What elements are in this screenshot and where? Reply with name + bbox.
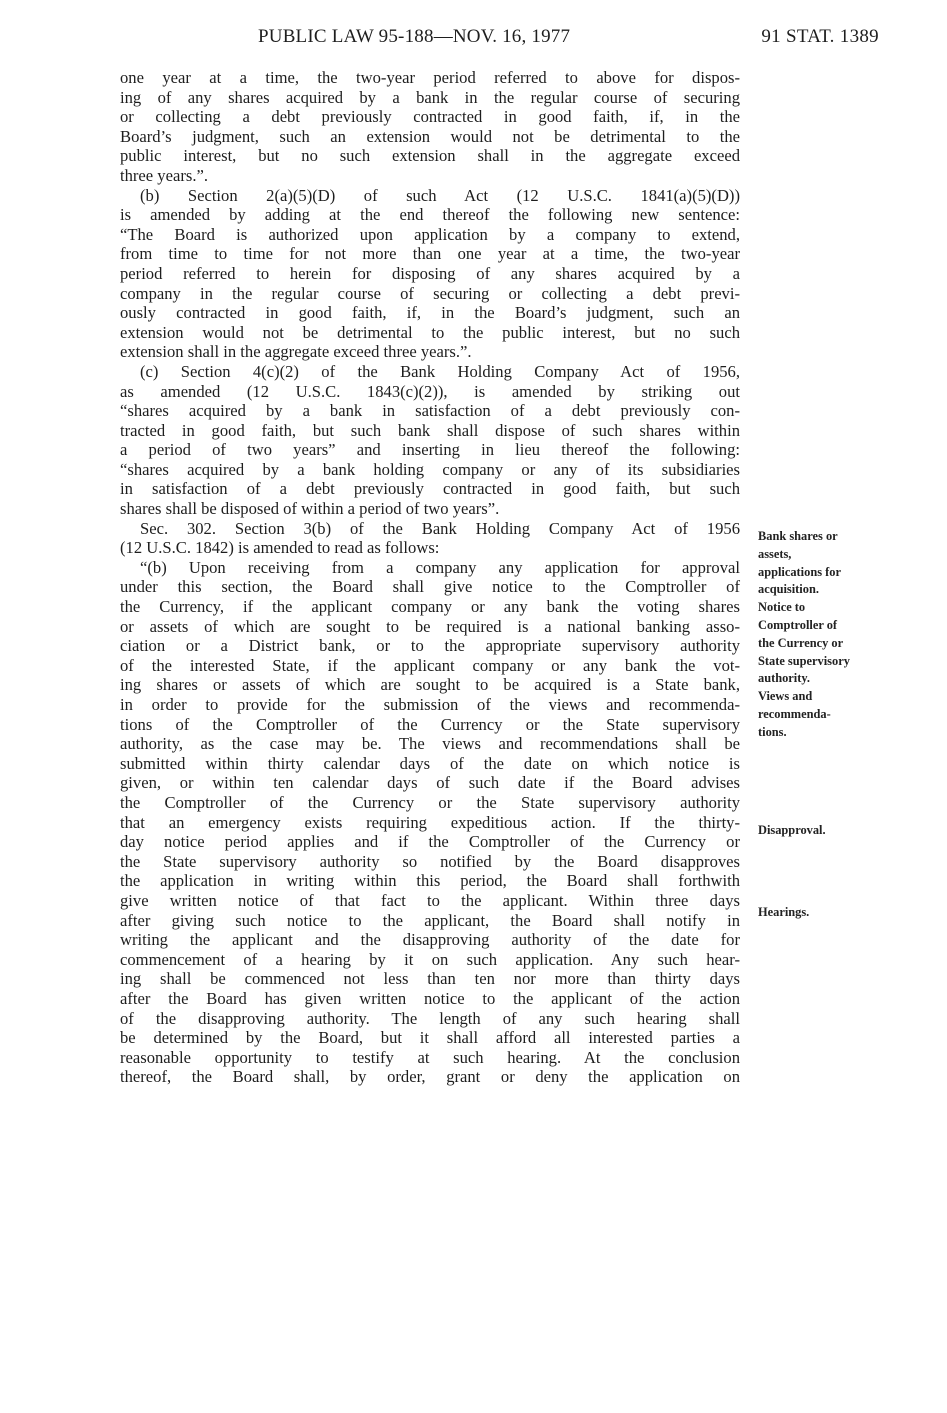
text-line: “shares acquired by a bank holding company or any of its subsidiaries bbox=[120, 459, 740, 479]
text-line: after giving such notice to the applicant, the Board shall notify in bbox=[120, 910, 740, 930]
text-line: ing shares or assets of which are sought to be acquired is a State bank, bbox=[120, 675, 740, 695]
text-line: Board’s judgment, such an extension would not be detrimental to the bbox=[120, 126, 740, 146]
subsection-b-start: “(b) Upon receiving from a company any application for approval bbox=[140, 557, 740, 577]
text-line: extension shall in the aggregate exceed three years.”. bbox=[120, 342, 472, 362]
paragraph-c-start: (c) Section 4(c)(2) of the Bank Holding Company Act of 1956, bbox=[140, 361, 740, 381]
paragraph-b-start: (b) Section 2(a)(5)(D) of such Act (12 U.S.C. 1841(a)(5)(D)) bbox=[140, 185, 740, 205]
page-header bbox=[0, 26, 947, 56]
text-line: the Comptroller of the Currency or the State supervisory authority bbox=[120, 792, 740, 812]
text-line: in order to provide for the submission of the views and recommenda- bbox=[120, 695, 740, 714]
text-line: of the disapproving authority. The length of any such hearing shall bbox=[120, 1008, 740, 1028]
text-line: that an emergency exists requiring expeditious action. If the thirty- bbox=[120, 812, 740, 832]
text-line: the State supervisory authority so notified by the Board disapproves bbox=[120, 851, 740, 871]
margin-note-line: Comptroller of bbox=[758, 617, 838, 632]
text-line: of the interested State, if the applicant company or any bank the vot- bbox=[120, 655, 740, 675]
page-title: PUBLIC LAW 95-188—NOV. 16, 1977 bbox=[258, 26, 571, 47]
text-line: or assets of which are sought to be required is a national banking asso- bbox=[120, 616, 740, 636]
margin-note-disapproval bbox=[758, 822, 888, 840]
text-line: period referred to herein for disposing of any shares acquired by a bbox=[120, 263, 740, 283]
text-line: under this section, the Board shall give notice to the Comptroller of bbox=[120, 577, 740, 597]
margin-note-line: recommenda- bbox=[758, 706, 831, 721]
text-line: ously contracted in good faith, if, in the Board’s judgment, such an bbox=[120, 303, 740, 323]
text-line: three years.”. bbox=[120, 165, 208, 185]
margin-note-line: the Currency or bbox=[758, 635, 844, 650]
text-line: ciation or a District bank, or to the appropriate supervisory authority bbox=[120, 636, 740, 656]
text-line: writing the applicant and the disapproving authority of the date for bbox=[120, 930, 740, 950]
text-line: commencement of a hearing by it on such application. Any such hear- bbox=[120, 949, 740, 969]
text-line: one year at a time, the two-year period referred to above for dispos- bbox=[120, 68, 740, 87]
text-line: authority, as the case may be. The views and recommendations shall be bbox=[120, 734, 740, 754]
margin-note-line: applications for bbox=[758, 564, 841, 579]
text-line: “shares acquired by a bank in satisfaction of a debt previously con- bbox=[120, 401, 740, 421]
text-line: public interest, but no such extension shall in the aggregate exceed bbox=[120, 146, 740, 166]
margin-note-line: State supervisory bbox=[758, 653, 850, 668]
text-line: the Currency, if the applicant company or any bank the voting shares bbox=[120, 597, 740, 617]
margin-note-line: Views and bbox=[758, 689, 813, 704]
margin-note-bank-shares bbox=[758, 528, 888, 742]
body-text bbox=[120, 68, 740, 1087]
text-line: reasonable opportunity to testify at such hearing. At the conclusion bbox=[120, 1047, 740, 1067]
text-line: be determined by the Board, but it shall afford all interested parties a bbox=[120, 1028, 740, 1048]
statute-page-number: 91 STAT. 1389 bbox=[761, 26, 879, 47]
text-line: (12 U.S.C. 1842) is amended to read as follows: bbox=[120, 538, 440, 558]
text-line: shares shall be disposed of within a period of two years”. bbox=[120, 499, 500, 519]
text-line: given, or within ten calendar days of such date if the Board advises bbox=[120, 773, 740, 793]
section-302-start: Sec. 302. Section 3(b) of the Bank Holding Company Act of 1956 bbox=[140, 518, 740, 538]
text-line: thereof, the Board shall, by order, grant or deny the application on bbox=[120, 1067, 740, 1087]
text-line: extension would not be detrimental to the public interest, but no such bbox=[120, 322, 740, 342]
text-line: tions of the Comptroller of the Currency or the State supervisory bbox=[120, 714, 740, 734]
margin-note-hearings bbox=[758, 904, 888, 922]
text-line: or collecting a debt previously contracted in good faith, if, in the bbox=[120, 107, 740, 127]
text-line: from time to time for not more than one year at a time, the two-year bbox=[120, 244, 740, 264]
text-line: the application in writing within this period, the Board shall forthwith bbox=[120, 871, 740, 891]
margin-note-line: Notice to bbox=[758, 600, 806, 615]
margin-note-line: Hearings. bbox=[758, 905, 810, 919]
margin-note-line: authority. bbox=[758, 671, 810, 686]
margin-note-line: acquisition. bbox=[758, 582, 819, 597]
text-line: “The Board is authorized upon application by a company to extend, bbox=[120, 224, 740, 244]
text-line: give written notice of that fact to the applicant. Within three days bbox=[120, 890, 740, 910]
text-line: day notice period applies and if the Comptroller of the Currency or bbox=[120, 832, 740, 852]
text-line: is amended by adding at the end thereof the following new sentence: bbox=[120, 205, 740, 225]
text-line: submitted within thirty calendar days of the date on which notice is bbox=[120, 753, 740, 773]
margin-note-line: assets, bbox=[758, 546, 792, 561]
text-line: a period of two years” and inserting in lieu thereof the following: bbox=[120, 440, 740, 460]
margin-note-line: Bank shares or bbox=[758, 529, 838, 543]
text-line: tracted in good faith, but such bank shall dispose of such shares within bbox=[120, 420, 740, 440]
margin-note-line: Disapproval. bbox=[758, 823, 826, 837]
text-line: ing shall be commenced not less than ten nor more than thirty days bbox=[120, 969, 740, 989]
text-line: in satisfaction of a debt previously contracted in good faith, but such bbox=[120, 479, 740, 499]
margin-note-line: tions. bbox=[758, 724, 787, 739]
text-line: ing of any shares acquired by a bank in the regular course of securing bbox=[120, 87, 740, 107]
text-line: as amended (12 U.S.C. 1843(c)(2)), is amended by striking out bbox=[120, 381, 740, 401]
text-line: after the Board has given written notice to the applicant of the action bbox=[120, 988, 740, 1008]
text-line: company in the regular course of securing or collecting a debt previ- bbox=[120, 283, 740, 303]
